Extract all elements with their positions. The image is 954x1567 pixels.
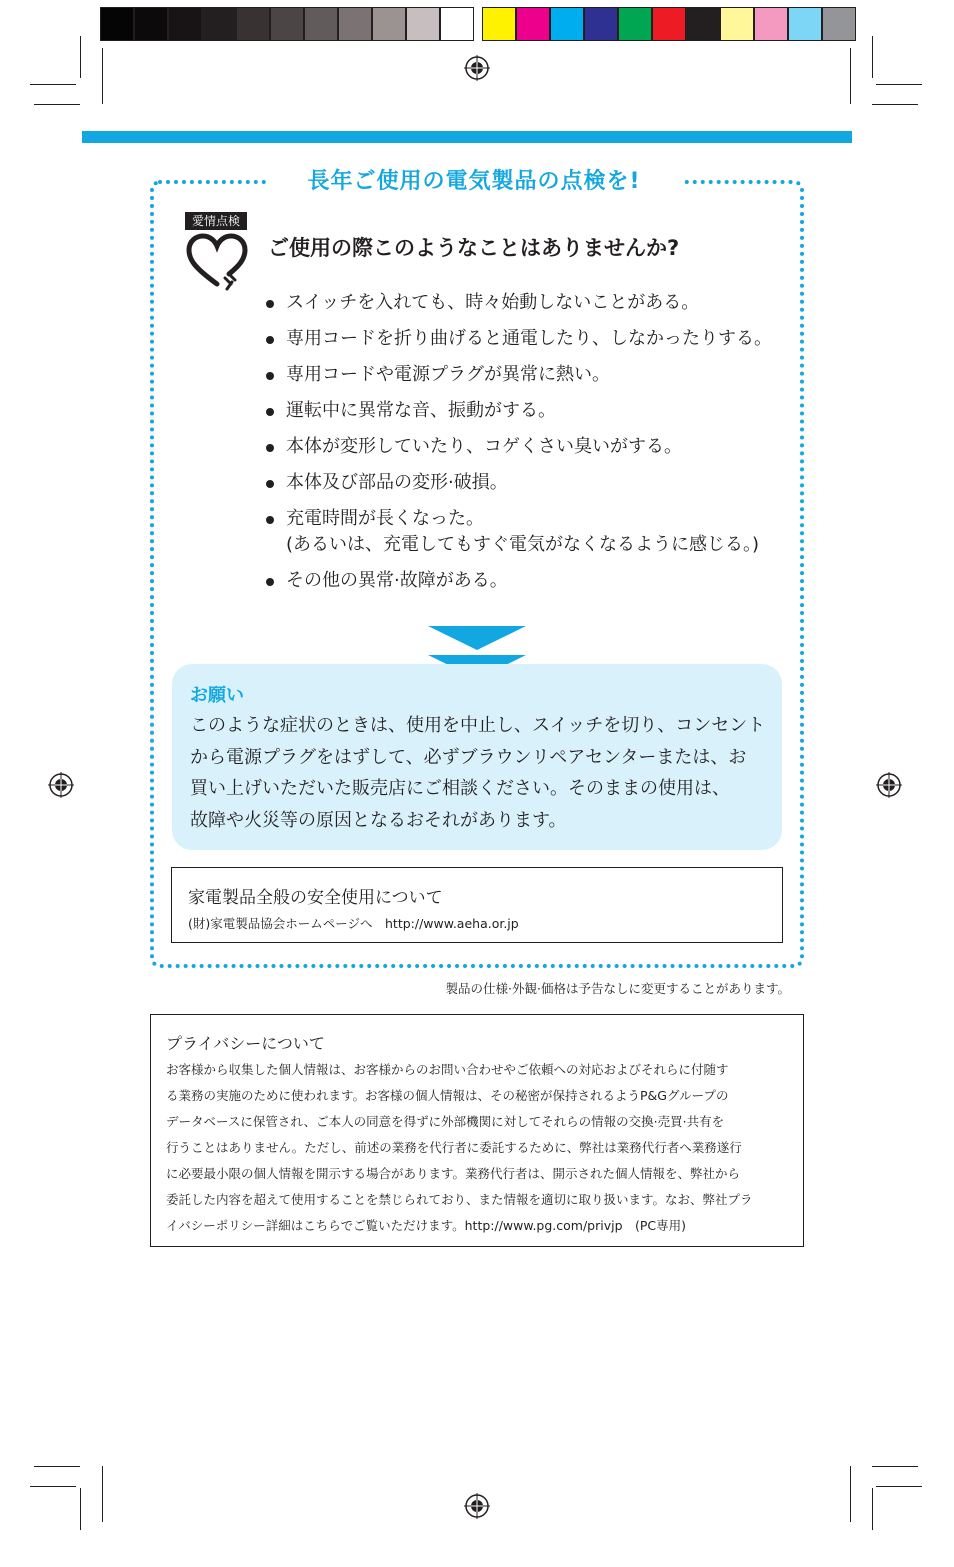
bullet-icon [266, 300, 274, 308]
spec-change-notice: 製品の仕様·外観·価格は予告なしに変更することがあります。 [445, 981, 790, 996]
color-swatch [270, 7, 304, 41]
crop-mark [850, 1466, 851, 1522]
request-line: このような症状のときは、使用を中止し、スイッチを切り、コンセント [190, 715, 766, 736]
color-swatch [652, 7, 686, 41]
list-item: 専用コードを折り曲げると通電したり、しなかったりする。 [266, 326, 772, 352]
color-swatch [584, 7, 618, 41]
color-swatch [338, 7, 372, 41]
crop-mark [872, 36, 873, 78]
crop-mark [102, 48, 103, 104]
color-swatch [100, 7, 134, 41]
registration-mark-icon [464, 55, 490, 81]
crop-mark [34, 104, 80, 105]
color-swatch [406, 7, 440, 41]
safety-link-text: (財)家電製品協会ホームページへ http://www.aeha.or.jp [188, 916, 519, 931]
privacy-line: る業務の実施のために使われます。お客様の個人情報は、その秘密が保持されるようP&Gグループの [166, 1088, 729, 1103]
crop-mark [30, 84, 76, 85]
privacy-line: データベースに保管され、ご本人の同意を得ずに外部機関に対してそれらの情報の交換·売買·共有を [166, 1114, 725, 1129]
color-swatch [686, 7, 720, 41]
privacy-line: 委託した内容を超えて使用することを禁じられており、また情報を適切に取り扱います。なお、弊社プラ [166, 1192, 753, 1207]
safety-title: 家電製品全般の安全使用について [188, 888, 443, 908]
crop-mark [80, 1488, 81, 1530]
bullet-icon [266, 336, 274, 344]
bullet-icon [266, 516, 274, 524]
symptom-list [266, 290, 772, 604]
crop-mark [876, 84, 922, 85]
list-item: 充電時間が長くなった。 (あるいは、充電してもすぐ電気がなくなるように感じる。) [266, 506, 772, 558]
request-line: 故障や火災等の原因となるおそれがあります。 [190, 810, 567, 831]
request-line: から電源プラグをはずして、必ずブラウンリペアセンターまたは、お [190, 747, 747, 768]
question-heading: ご使用の際このようなことはありませんか? [268, 236, 680, 260]
page-title: 長年ご使用の電気製品の点検を! [307, 169, 641, 194]
crop-mark [872, 104, 918, 105]
color-swatch [372, 7, 406, 41]
list-item: 専用コードや電源プラグが異常に熱い。 [266, 362, 772, 388]
color-swatch [720, 7, 754, 41]
privacy-line: イバシーポリシー詳細はこちらでご覧いただけます。http://www.pg.com/privjp (PC専用) [166, 1218, 687, 1233]
color-swatch [440, 7, 474, 41]
list-item: その他の異常·故障がある。 [266, 568, 772, 594]
heart-plug-icon [185, 232, 249, 292]
list-item: 本体が変形していたり、コゲくさい臭いがする。 [266, 434, 772, 460]
crop-mark [876, 1486, 922, 1487]
inspection-badge: 愛情点検 [185, 212, 247, 230]
grayscale-swatches [100, 7, 474, 41]
list-item: 運転中に異常な音、振動がする。 [266, 398, 772, 424]
registration-mark-icon [464, 1493, 490, 1519]
color-swatch [134, 7, 168, 41]
crop-mark [102, 1466, 103, 1522]
privacy-line: お客様から収集した個人情報は、お客様からのお問い合わせやご依頼への対応およびそれらに付随す [166, 1062, 729, 1077]
crop-mark [34, 1466, 80, 1467]
crop-mark [850, 48, 851, 104]
down-arrow-icon [428, 626, 526, 650]
list-item: 本体及び部品の変形·破損。 [266, 470, 772, 496]
bullet-icon [266, 372, 274, 380]
bullet-icon [266, 578, 274, 586]
list-item: スイッチを入れても、時々始動しないことがある。 [266, 290, 772, 316]
color-swatch [482, 7, 516, 41]
privacy-line: に必要最小限の個人情報を開示する場合があります。業務代行者は、開示された個人情報を、弊社から [166, 1166, 741, 1181]
color-swatch [202, 7, 236, 41]
bullet-icon [266, 408, 274, 416]
symptom-note: (あるいは、充電してもすぐ電気がなくなるように感じる。) [286, 534, 760, 555]
color-swatch [168, 7, 202, 41]
request-title: お願い [190, 685, 244, 706]
color-swatch [788, 7, 822, 41]
request-line: 買い上げいただいた販売店にご相談ください。そのままの使用は、 [190, 778, 730, 799]
crop-mark [872, 1488, 873, 1530]
registration-mark-icon [876, 772, 902, 798]
color-swatch [618, 7, 652, 41]
color-swatch [516, 7, 550, 41]
top-accent-band [82, 131, 852, 143]
privacy-line: 行うことはありません。ただし、前述の業務を代行者に委託するために、弊社は業務代行者へ業務遂行 [166, 1140, 742, 1155]
crop-mark [30, 1486, 76, 1487]
privacy-title: プライバシーについて [166, 1034, 325, 1053]
crop-mark [80, 36, 81, 78]
crop-mark [872, 1466, 918, 1467]
color-swatches [482, 7, 856, 41]
color-swatch [236, 7, 270, 41]
color-swatch [304, 7, 338, 41]
color-swatch [550, 7, 584, 41]
bullet-icon [266, 444, 274, 452]
color-swatch [822, 7, 856, 41]
bullet-icon [266, 480, 274, 488]
color-swatch [754, 7, 788, 41]
registration-mark-icon [48, 772, 74, 798]
color-calibration-bar [100, 7, 856, 41]
